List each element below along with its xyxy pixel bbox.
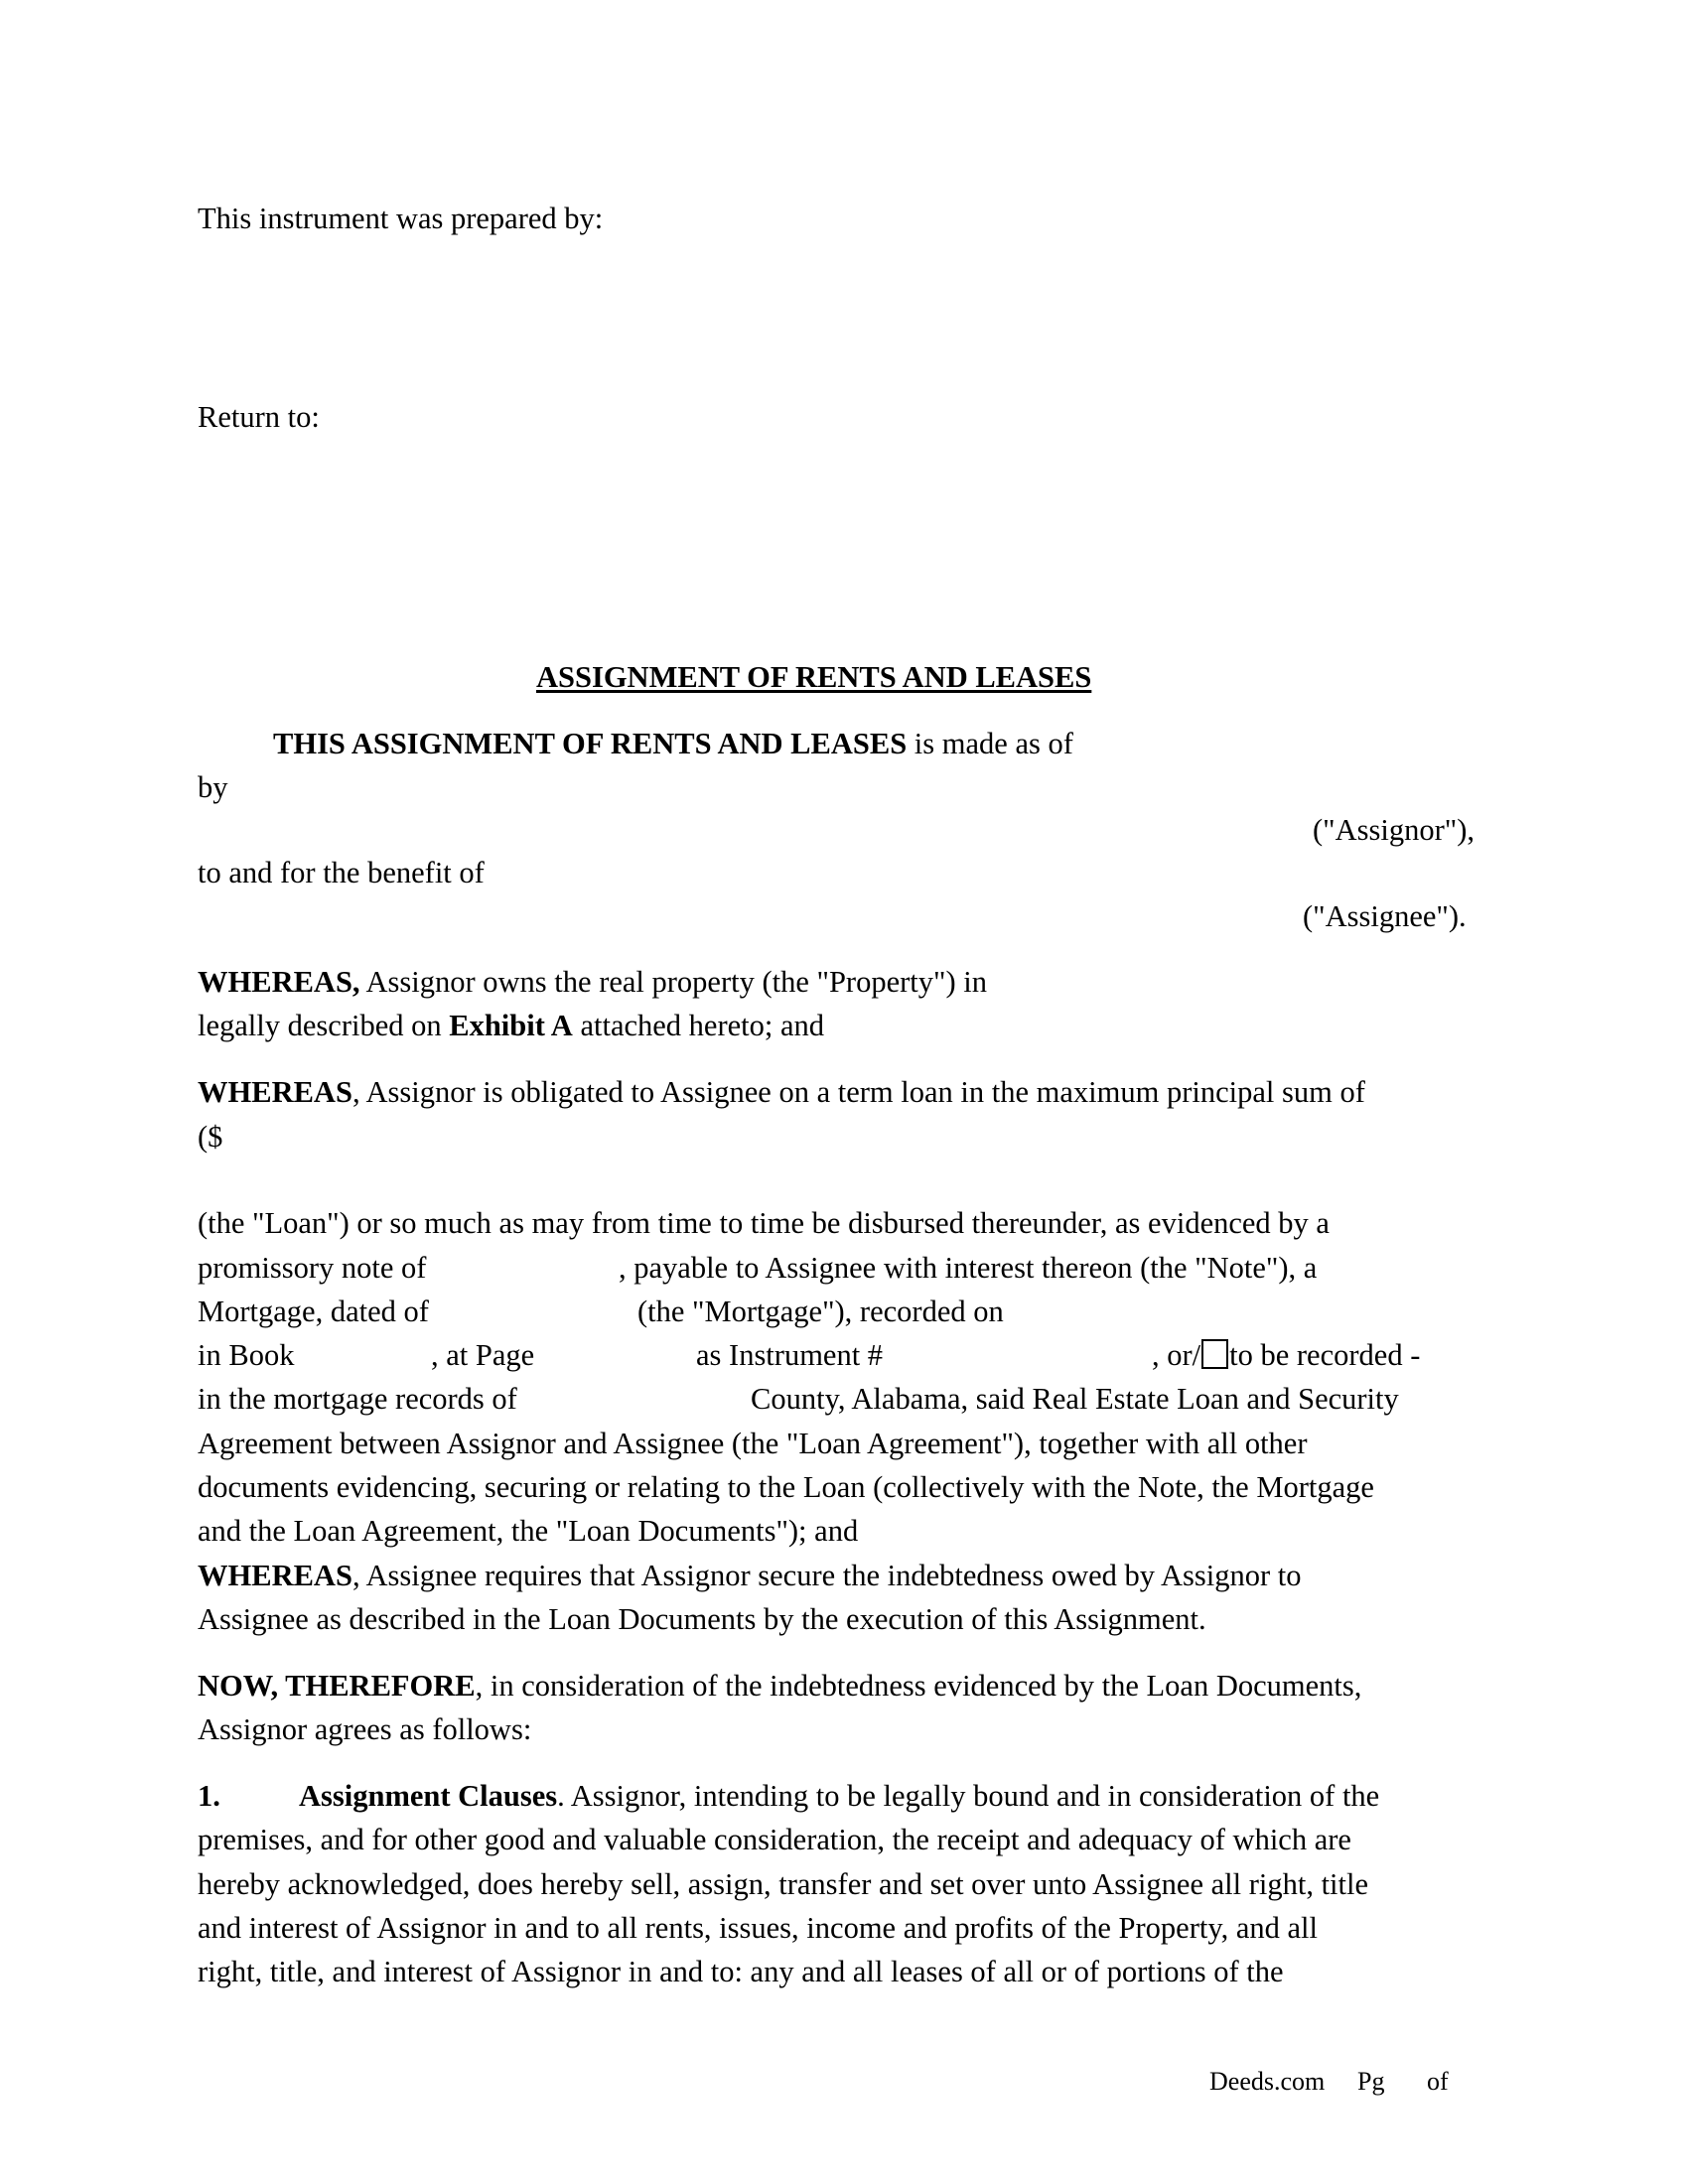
section1-number: 1. [198, 1779, 220, 1813]
assignor-tag: ("Assignor"), [1313, 813, 1475, 847]
section1-heading: Assignment Clauses [299, 1779, 558, 1813]
whereas3-line1 [198, 1558, 1301, 1593]
whereas3-bold: WHEREAS [198, 1559, 352, 1592]
footer-site: Deeds.com [1209, 2067, 1326, 2096]
now-therefore-line2: Assignor agrees as follows: [198, 1712, 532, 1746]
intro-text: is made as of [914, 727, 1073, 760]
whereas2-line6e: to be recorded - [1229, 1338, 1421, 1372]
whereas2-line7a: in the mortgage records of [198, 1382, 517, 1416]
whereas1-text: Assignor owns the real property (the "Property") in [365, 965, 987, 999]
whereas3-line2: Assignee as described in the Loan Documents by the execution of this Assignment. [198, 1602, 1206, 1636]
whereas2-line4a: promissory note of [198, 1251, 427, 1285]
to-be-recorded-checkbox[interactable] [1201, 1339, 1228, 1369]
whereas2-line3: (the "Loan") or so much as may from time to time be disbursed thereunder, as evidenced by a [198, 1206, 1330, 1240]
whereas2-line9: documents evidencing, securing or relating to the Loan (collectively with the Note, the Mortgage [198, 1470, 1374, 1504]
assignee-tag: ("Assignee"). [1303, 899, 1467, 933]
section1-line3: hereby acknowledged, does hereby sell, assign, transfer and set over unto Assignee all right, title [198, 1867, 1369, 1901]
prepared-by-label: This instrument was prepared by: [198, 202, 604, 235]
whereas2-line10: and the Loan Agreement, the "Loan Documents"); and [198, 1514, 859, 1548]
intro-benefit: to and for the benefit of [198, 856, 485, 889]
whereas2-line1 [198, 1074, 1365, 1110]
whereas2-line6a: in Book [198, 1338, 295, 1372]
whereas1-line1 [198, 964, 987, 1000]
now-therefore-bold: NOW, THEREFORE [198, 1669, 476, 1703]
footer-pg: Pg [1357, 2067, 1385, 2096]
document-title: ASSIGNMENT OF RENTS AND LEASES [536, 660, 1092, 694]
whereas2-line2: ($ [198, 1120, 223, 1154]
whereas2-line6b: , at Page [431, 1338, 535, 1372]
whereas2-text: , Assignor is obligated to Assignee on a term loan in the maximum principal sum of [352, 1075, 1365, 1109]
whereas3-text: , Assignee requires that Assignor secure the indebtedness owed by Assignor to [352, 1559, 1302, 1592]
return-to-label: Return to: [198, 400, 320, 434]
section1-line4: and interest of Assignor in and to all rents, issues, income and profits of the Property, and all [198, 1911, 1318, 1945]
intro-line [273, 726, 1073, 761]
whereas1-line2b: attached hereto; and [580, 1009, 825, 1042]
whereas2-bold: WHEREAS [198, 1075, 352, 1109]
intro-by: by [198, 770, 228, 804]
whereas2-line5b: (the "Mortgage"), recorded on [637, 1295, 1004, 1328]
section1-line5: right, title, and interest of Assignor in and to: any and all leases of all or of portions of the [198, 1955, 1284, 1988]
whereas1-bold: WHEREAS, [198, 965, 360, 999]
whereas2-line8: Agreement between Assignor and Assignee (the "Loan Agreement"), together with all other [198, 1427, 1308, 1460]
intro-bold-lead: THIS ASSIGNMENT OF RENTS AND LEASES [273, 727, 908, 760]
whereas2-line6c: as Instrument # [696, 1338, 884, 1372]
section1-line1 [299, 1778, 1379, 1814]
whereas2-line7b: County, Alabama, said Real Estate Loan and Security [751, 1382, 1399, 1416]
exhibit-a: Exhibit A [449, 1009, 573, 1042]
section1-line2: premises, and for other good and valuable consideration, the receipt and adequacy of which are [198, 1823, 1351, 1856]
whereas2-line5a: Mortgage, dated of [198, 1295, 429, 1328]
section1-text: . Assignor, intending to be legally bound and in consideration of the [557, 1779, 1380, 1813]
now-therefore-line1 [198, 1668, 1361, 1704]
whereas2-line6-tail [1152, 1337, 1420, 1373]
now-therefore-text: , in consideration of the indebtedness evidenced by the Loan Documents, [475, 1669, 1362, 1703]
whereas2-line4b: , payable to Assignee with interest thereon (the "Note"), a [619, 1251, 1318, 1285]
whereas2-line6d: , or/ [1152, 1338, 1201, 1372]
whereas1-line2a: legally described on [198, 1009, 442, 1042]
footer-of: of [1427, 2067, 1449, 2096]
whereas1-line2 [198, 1008, 824, 1043]
